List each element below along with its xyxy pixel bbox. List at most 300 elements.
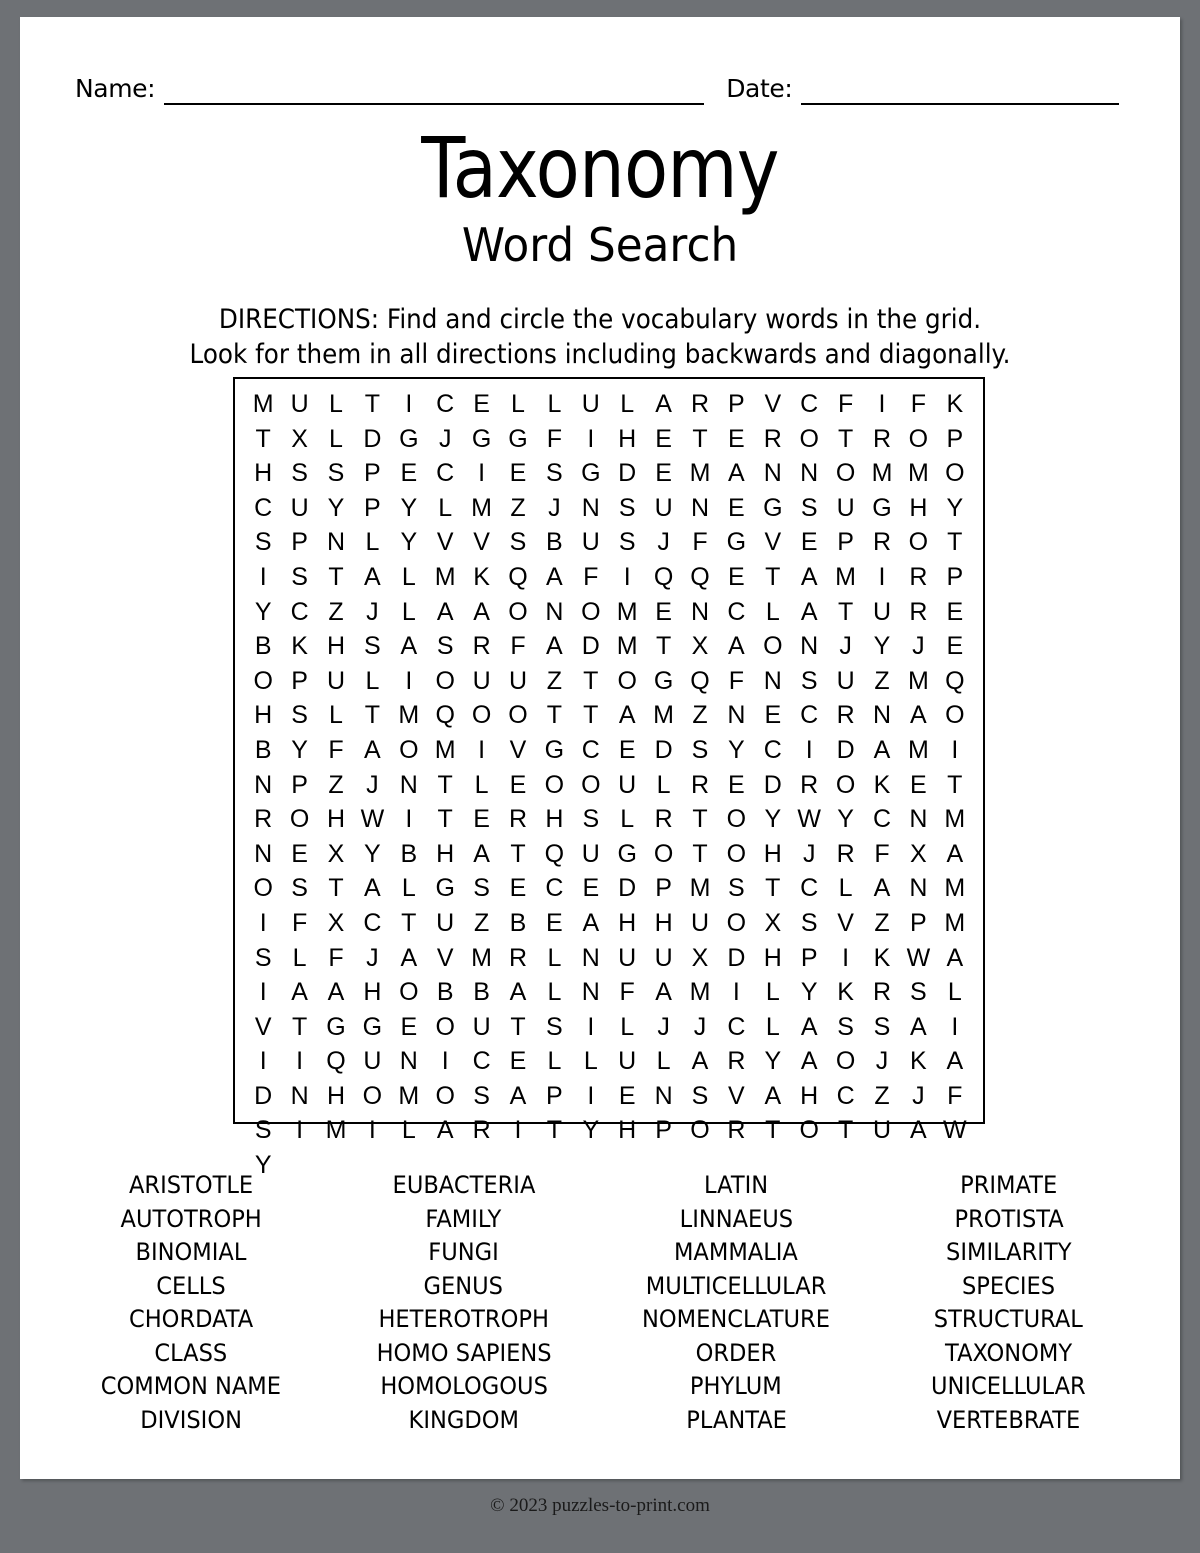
grid-cell[interactable]: A <box>364 874 381 903</box>
grid-cell[interactable]: I <box>405 666 413 695</box>
grid-cell[interactable]: N <box>800 632 819 661</box>
grid-cell[interactable]: G <box>544 735 565 764</box>
grid-cell[interactable]: E <box>473 390 490 418</box>
grid-cell[interactable]: S <box>873 1012 891 1041</box>
grid-cell[interactable]: H <box>763 943 782 972</box>
grid-cell[interactable]: E <box>618 1081 636 1110</box>
grid-cell[interactable]: X <box>764 908 782 937</box>
grid-cell[interactable]: U <box>836 493 855 522</box>
grid-cell[interactable]: X <box>327 839 345 868</box>
date-input-line[interactable] <box>801 75 1119 105</box>
grid-cell[interactable]: Z <box>546 666 563 695</box>
grid-cell[interactable]: Y <box>764 805 782 834</box>
grid-cell[interactable]: W <box>797 805 821 834</box>
grid-cell[interactable]: Z <box>328 770 344 799</box>
grid-cell[interactable]: D <box>254 1081 273 1110</box>
grid-cell[interactable]: W <box>906 943 931 972</box>
grid-cell[interactable]: L <box>583 1047 598 1076</box>
grid-cell[interactable]: O <box>690 1116 710 1145</box>
grid-cell[interactable]: V <box>254 1012 272 1041</box>
grid-cell[interactable]: R <box>727 1047 746 1076</box>
grid-cell[interactable]: S <box>618 493 636 522</box>
grid-cell[interactable]: F <box>546 424 563 453</box>
grid-cell[interactable]: R <box>872 528 892 557</box>
word-list-item[interactable]: VERTEBRATE <box>936 1405 1081 1434</box>
grid-cell[interactable]: F <box>619 978 635 1007</box>
grid-cell[interactable]: E <box>946 632 964 661</box>
grid-cell[interactable]: O <box>362 1081 383 1110</box>
grid-cell[interactable]: A <box>728 459 745 488</box>
grid-cell[interactable]: O <box>544 770 565 799</box>
grid-cell[interactable]: L <box>656 770 671 799</box>
grid-cell[interactable]: Q <box>690 562 710 591</box>
grid-cell[interactable]: Q <box>690 666 710 695</box>
grid-cell[interactable]: N <box>909 805 928 834</box>
grid-cell[interactable]: A <box>655 978 672 1007</box>
grid-cell[interactable]: Y <box>254 1151 272 1180</box>
grid-cell[interactable]: U <box>654 493 673 522</box>
grid-cell[interactable]: O <box>508 597 528 626</box>
grid-cell[interactable]: O <box>253 874 273 903</box>
grid-cell[interactable]: S <box>691 1081 709 1110</box>
grid-cell[interactable]: V <box>728 1081 745 1110</box>
grid-cell[interactable]: H <box>654 908 673 937</box>
grid-cell[interactable]: K <box>873 943 891 972</box>
grid-cell[interactable]: T <box>692 839 708 868</box>
grid-cell[interactable]: P <box>946 424 964 453</box>
grid-cell[interactable]: J <box>875 1047 889 1076</box>
word-list-item[interactable]: ORDER <box>695 1338 777 1367</box>
grid-cell[interactable]: K <box>291 632 308 661</box>
grid-cell[interactable]: U <box>508 666 528 695</box>
grid-cell[interactable]: N <box>326 528 346 557</box>
grid-cell[interactable]: Y <box>800 978 818 1007</box>
grid-cell[interactable]: T <box>328 562 344 591</box>
grid-cell[interactable]: S <box>728 874 745 903</box>
grid-cell[interactable]: Z <box>328 597 344 626</box>
grid-cell[interactable]: L <box>765 978 780 1007</box>
grid-cell[interactable]: G <box>399 424 419 453</box>
grid-cell[interactable]: L <box>329 701 343 730</box>
grid-cell[interactable]: F <box>837 390 854 418</box>
grid-cell[interactable]: D <box>763 770 782 799</box>
grid-cell[interactable]: E <box>728 770 745 799</box>
word-list-item[interactable]: ARISTOTLE <box>129 1171 254 1199</box>
grid-cell[interactable]: I <box>587 424 595 453</box>
grid-cell[interactable]: M <box>689 978 711 1007</box>
grid-cell[interactable]: U <box>654 943 673 972</box>
grid-cell[interactable]: B <box>509 908 527 937</box>
grid-cell[interactable]: C <box>472 1047 491 1076</box>
grid-cell[interactable]: J <box>366 943 379 972</box>
grid-cell[interactable]: I <box>951 735 959 764</box>
grid-cell[interactable]: N <box>690 493 710 522</box>
grid-cell[interactable]: D <box>363 424 382 453</box>
grid-cell[interactable]: Y <box>728 735 745 764</box>
grid-cell[interactable]: F <box>910 390 927 418</box>
word-list-item[interactable]: GENUS <box>424 1271 504 1300</box>
grid-cell[interactable]: H <box>618 424 637 453</box>
grid-cell[interactable]: A <box>873 874 891 903</box>
grid-cell[interactable]: Y <box>400 528 418 557</box>
grid-cell[interactable]: S <box>618 528 636 557</box>
grid-cell[interactable]: P <box>364 493 381 522</box>
grid-cell[interactable]: E <box>400 459 418 488</box>
grid-cell[interactable]: U <box>363 1047 382 1076</box>
grid-cell[interactable]: O <box>799 424 819 453</box>
grid-cell[interactable]: S <box>254 943 272 972</box>
grid-cell[interactable]: T <box>546 1116 563 1145</box>
word-list-item[interactable]: HETEROTROPH <box>378 1305 549 1333</box>
word-list-item[interactable]: SIMILARITY <box>945 1238 1072 1266</box>
word-list-item[interactable]: CELLS <box>156 1271 226 1300</box>
grid-cell[interactable]: A <box>473 839 490 868</box>
grid-cell[interactable]: A <box>800 562 818 591</box>
grid-cell[interactable]: G <box>471 424 492 453</box>
grid-cell[interactable]: K <box>837 978 854 1007</box>
grid-cell[interactable]: M <box>689 874 711 903</box>
grid-cell[interactable]: H <box>363 978 382 1007</box>
grid-cell[interactable]: L <box>401 597 416 626</box>
grid-cell[interactable]: P <box>364 459 381 488</box>
grid-cell[interactable]: U <box>326 666 346 695</box>
grid-cell[interactable]: C <box>436 459 455 488</box>
grid-cell[interactable]: R <box>690 390 710 418</box>
grid-cell[interactable]: E <box>546 908 563 937</box>
grid-cell[interactable]: E <box>728 562 745 591</box>
grid-cell[interactable]: E <box>618 735 636 764</box>
grid-cell[interactable]: L <box>947 978 962 1007</box>
grid-cell[interactable]: B <box>436 978 454 1007</box>
grid-cell[interactable]: R <box>727 1116 746 1145</box>
grid-cell[interactable]: S <box>291 701 308 730</box>
word-list-item[interactable]: UNICELLULAR <box>931 1372 1087 1400</box>
grid-cell[interactable]: A <box>764 1081 782 1110</box>
grid-cell[interactable]: S <box>582 805 600 834</box>
grid-cell[interactable]: M <box>398 701 420 730</box>
grid-cell[interactable]: P <box>655 1116 672 1145</box>
grid-cell[interactable]: J <box>912 1081 925 1110</box>
grid-cell[interactable]: O <box>835 459 856 488</box>
grid-cell[interactable]: L <box>474 770 489 799</box>
grid-cell[interactable]: S <box>509 528 527 557</box>
grid-cell[interactable]: L <box>329 390 343 418</box>
grid-cell[interactable]: S <box>327 459 345 488</box>
grid-cell[interactable]: M <box>616 632 638 661</box>
grid-cell[interactable]: R <box>508 805 528 834</box>
grid-cell[interactable]: S <box>254 1116 272 1145</box>
grid-cell[interactable]: N <box>763 666 782 695</box>
word-list-item[interactable]: SPECIES <box>962 1271 1056 1300</box>
grid-cell[interactable]: T <box>437 805 453 834</box>
grid-cell[interactable]: U <box>290 493 309 522</box>
grid-cell[interactable]: J <box>366 597 379 626</box>
grid-cell[interactable]: I <box>878 390 886 418</box>
grid-cell[interactable]: B <box>254 632 272 661</box>
word-list-item[interactable]: STRUCTURAL <box>934 1305 1084 1333</box>
grid-cell[interactable]: I <box>878 562 886 591</box>
grid-cell[interactable]: M <box>252 390 274 418</box>
grid-cell[interactable]: I <box>259 978 267 1007</box>
grid-cell[interactable]: R <box>472 632 491 661</box>
grid-cell[interactable]: N <box>872 701 892 730</box>
grid-cell[interactable]: J <box>657 1012 670 1041</box>
grid-cell[interactable]: I <box>587 1081 595 1110</box>
grid-cell[interactable]: S <box>291 874 308 903</box>
grid-cell[interactable]: V <box>837 908 854 937</box>
grid-cell[interactable]: T <box>437 770 453 799</box>
grid-cell[interactable]: Z <box>510 493 526 522</box>
grid-cell[interactable]: I <box>623 562 631 591</box>
grid-cell[interactable]: R <box>800 770 819 799</box>
grid-cell[interactable]: S <box>837 1012 854 1041</box>
grid-cell[interactable]: O <box>945 701 965 730</box>
grid-cell[interactable]: N <box>581 978 600 1007</box>
grid-cell[interactable]: T <box>546 701 563 730</box>
grid-cell[interactable]: S <box>436 632 454 661</box>
grid-cell[interactable]: Y <box>946 493 964 522</box>
grid-cell[interactable]: A <box>473 597 490 626</box>
grid-cell[interactable]: R <box>909 562 928 591</box>
grid-cell[interactable]: L <box>547 943 562 972</box>
grid-cell[interactable]: S <box>800 908 818 937</box>
grid-cell[interactable]: M <box>907 459 929 488</box>
grid-cell[interactable]: F <box>328 735 344 764</box>
grid-cell[interactable]: Z <box>874 1081 890 1110</box>
grid-cell[interactable]: P <box>800 943 818 972</box>
grid-cell[interactable]: T <box>765 562 781 591</box>
grid-cell[interactable]: I <box>259 1047 267 1076</box>
grid-cell[interactable]: S <box>800 666 818 695</box>
grid-cell[interactable]: I <box>587 1012 595 1041</box>
grid-cell[interactable]: C <box>727 597 746 626</box>
grid-cell[interactable]: X <box>291 424 308 453</box>
grid-cell[interactable]: M <box>616 597 638 626</box>
grid-cell[interactable]: R <box>872 978 892 1007</box>
grid-cell[interactable]: E <box>655 424 672 453</box>
grid-cell[interactable]: Y <box>582 1116 600 1145</box>
grid-cell[interactable]: R <box>254 805 273 834</box>
grid-cell[interactable]: R <box>763 424 782 453</box>
grid-cell[interactable]: A <box>800 1047 818 1076</box>
grid-cell[interactable]: S <box>473 1081 490 1110</box>
grid-cell[interactable]: X <box>910 839 927 868</box>
grid-cell[interactable]: L <box>547 390 562 418</box>
grid-cell[interactable]: H <box>800 1081 819 1110</box>
grid-cell[interactable]: C <box>545 874 564 903</box>
grid-cell[interactable]: A <box>327 978 345 1007</box>
grid-cell[interactable]: U <box>581 839 600 868</box>
grid-cell[interactable]: V <box>764 528 782 557</box>
grid-cell[interactable]: Y <box>327 493 345 522</box>
grid-cell[interactable]: S <box>910 978 927 1007</box>
grid-cell[interactable]: V <box>436 943 454 972</box>
grid-cell[interactable]: T <box>837 424 854 453</box>
grid-cell[interactable]: O <box>763 632 783 661</box>
grid-cell[interactable]: N <box>581 493 600 522</box>
word-list-item[interactable]: MULTICELLULAR <box>645 1271 827 1300</box>
grid-cell[interactable]: A <box>910 1012 927 1041</box>
word-list-item[interactable]: CHORDATA <box>129 1305 254 1333</box>
grid-cell[interactable]: Y <box>254 597 272 626</box>
word-search-grid[interactable] <box>245 387 973 1180</box>
grid-cell[interactable]: A <box>655 390 672 418</box>
grid-cell[interactable]: B <box>546 528 563 557</box>
grid-cell[interactable]: L <box>620 1012 635 1041</box>
grid-cell[interactable]: P <box>837 528 854 557</box>
grid-cell[interactable]: C <box>800 701 819 730</box>
grid-cell[interactable]: G <box>362 1012 383 1041</box>
grid-cell[interactable]: S <box>800 493 818 522</box>
grid-cell[interactable]: B <box>254 735 272 764</box>
grid-cell[interactable]: S <box>473 874 490 903</box>
grid-cell[interactable]: T <box>291 1012 308 1041</box>
word-list-item[interactable]: MAMMALIA <box>674 1238 799 1266</box>
word-list-item[interactable]: PLANTAE <box>685 1405 787 1434</box>
grid-cell[interactable]: H <box>254 701 273 730</box>
grid-cell[interactable]: D <box>836 735 855 764</box>
grid-cell[interactable]: I <box>296 1116 304 1145</box>
grid-cell[interactable]: N <box>909 874 928 903</box>
grid-cell[interactable]: T <box>583 701 599 730</box>
grid-cell[interactable]: F <box>583 562 599 591</box>
grid-cell[interactable]: S <box>546 459 563 488</box>
grid-cell[interactable]: P <box>291 528 308 557</box>
grid-cell[interactable]: O <box>726 839 747 868</box>
grid-cell[interactable]: P <box>910 908 927 937</box>
grid-cell[interactable]: F <box>692 528 708 557</box>
grid-cell[interactable]: L <box>547 978 562 1007</box>
grid-cell[interactable]: N <box>254 839 273 868</box>
grid-cell[interactable]: S <box>254 528 272 557</box>
grid-cell[interactable]: N <box>581 943 600 972</box>
grid-cell[interactable]: M <box>871 459 893 488</box>
word-list-item[interactable]: COMMON NAME <box>101 1372 282 1400</box>
grid-cell[interactable]: G <box>872 493 892 522</box>
grid-cell[interactable]: T <box>765 874 781 903</box>
grid-cell[interactable]: E <box>582 874 600 903</box>
grid-cell[interactable]: F <box>728 666 745 695</box>
grid-cell[interactable]: O <box>726 908 747 937</box>
grid-cell[interactable]: T <box>255 424 271 453</box>
grid-cell[interactable]: V <box>509 735 527 764</box>
grid-cell[interactable]: L <box>765 597 780 626</box>
grid-cell[interactable]: T <box>328 874 344 903</box>
grid-cell[interactable]: Q <box>435 701 455 730</box>
grid-cell[interactable]: O <box>653 839 674 868</box>
grid-cell[interactable]: J <box>366 770 379 799</box>
grid-cell[interactable]: D <box>581 632 600 661</box>
grid-cell[interactable]: I <box>441 1047 449 1076</box>
grid-cell[interactable]: L <box>620 805 635 834</box>
grid-cell[interactable]: M <box>471 493 492 522</box>
grid-cell[interactable]: N <box>690 597 710 626</box>
grid-cell[interactable]: P <box>946 562 964 591</box>
word-list-item[interactable]: FUNGI <box>428 1238 499 1266</box>
grid-cell[interactable]: U <box>436 908 455 937</box>
grid-cell[interactable]: A <box>400 632 418 661</box>
grid-cell[interactable]: G <box>435 874 455 903</box>
grid-cell[interactable]: H <box>763 839 782 868</box>
grid-cell[interactable]: A <box>546 562 563 591</box>
word-list-item[interactable]: NOMENCLATURE <box>642 1305 831 1333</box>
grid-cell[interactable]: J <box>839 632 852 661</box>
grid-cell[interactable]: E <box>946 597 964 626</box>
grid-cell[interactable]: R <box>690 770 710 799</box>
word-list-item[interactable]: LATIN <box>704 1171 769 1199</box>
grid-cell[interactable]: X <box>691 943 709 972</box>
grid-cell[interactable]: J <box>548 493 561 522</box>
grid-cell[interactable]: A <box>946 1047 964 1076</box>
grid-cell[interactable]: N <box>399 770 418 799</box>
grid-cell[interactable]: L <box>620 390 635 418</box>
grid-cell[interactable]: E <box>728 424 745 453</box>
grid-cell[interactable]: E <box>764 701 782 730</box>
grid-cell[interactable]: E <box>509 1047 527 1076</box>
grid-cell[interactable]: G <box>726 528 747 557</box>
grid-cell[interactable]: C <box>763 735 782 764</box>
grid-cell[interactable]: M <box>944 805 966 834</box>
grid-cell[interactable]: O <box>908 528 929 557</box>
grid-cell[interactable]: U <box>618 1047 637 1076</box>
grid-cell[interactable]: W <box>942 1116 967 1145</box>
grid-cell[interactable]: T <box>765 1116 781 1145</box>
grid-cell[interactable]: T <box>947 528 963 557</box>
grid-cell[interactable]: A <box>436 597 454 626</box>
grid-cell[interactable]: M <box>653 701 674 730</box>
grid-cell[interactable]: E <box>655 597 672 626</box>
word-list-item[interactable]: AUTOTROPH <box>120 1204 262 1233</box>
grid-cell[interactable]: A <box>509 1081 527 1110</box>
word-list-item[interactable]: EUBACTERIA <box>392 1171 536 1199</box>
grid-cell[interactable]: M <box>689 459 711 488</box>
grid-cell[interactable]: E <box>509 874 527 903</box>
grid-cell[interactable]: H <box>545 805 564 834</box>
grid-cell[interactable]: C <box>800 874 819 903</box>
grid-cell[interactable]: Z <box>874 666 890 695</box>
grid-cell[interactable]: K <box>910 1047 927 1076</box>
grid-cell[interactable]: I <box>514 1116 522 1145</box>
grid-cell[interactable]: I <box>732 978 740 1007</box>
grid-cell[interactable]: E <box>728 493 745 522</box>
grid-cell[interactable]: H <box>326 632 346 661</box>
grid-cell[interactable]: T <box>692 424 708 453</box>
grid-cell[interactable]: H <box>909 493 928 522</box>
grid-cell[interactable]: T <box>583 666 599 695</box>
grid-cell[interactable]: E <box>910 770 927 799</box>
word-list-item[interactable]: BINOMIAL <box>135 1238 247 1266</box>
grid-cell[interactable]: Q <box>544 839 565 868</box>
grid-cell[interactable]: U <box>836 666 855 695</box>
grid-cell[interactable]: C <box>436 390 455 418</box>
grid-cell[interactable]: Y <box>364 839 381 868</box>
grid-cell[interactable]: U <box>472 666 491 695</box>
grid-cell[interactable]: R <box>836 701 855 730</box>
grid-cell[interactable]: I <box>478 735 486 764</box>
grid-cell[interactable]: Y <box>400 493 418 522</box>
grid-cell[interactable]: T <box>837 597 854 626</box>
grid-cell[interactable]: D <box>727 943 746 972</box>
grid-cell[interactable]: Y <box>291 735 308 764</box>
grid-cell[interactable]: M <box>325 1116 347 1145</box>
word-list-item[interactable]: PRIMATE <box>960 1171 1058 1199</box>
grid-cell[interactable]: L <box>365 528 380 557</box>
grid-cell[interactable]: O <box>253 666 273 695</box>
grid-cell[interactable]: Q <box>945 666 965 695</box>
grid-cell[interactable]: A <box>800 1012 818 1041</box>
grid-cell[interactable]: G <box>763 493 783 522</box>
grid-cell[interactable]: E <box>473 805 490 834</box>
